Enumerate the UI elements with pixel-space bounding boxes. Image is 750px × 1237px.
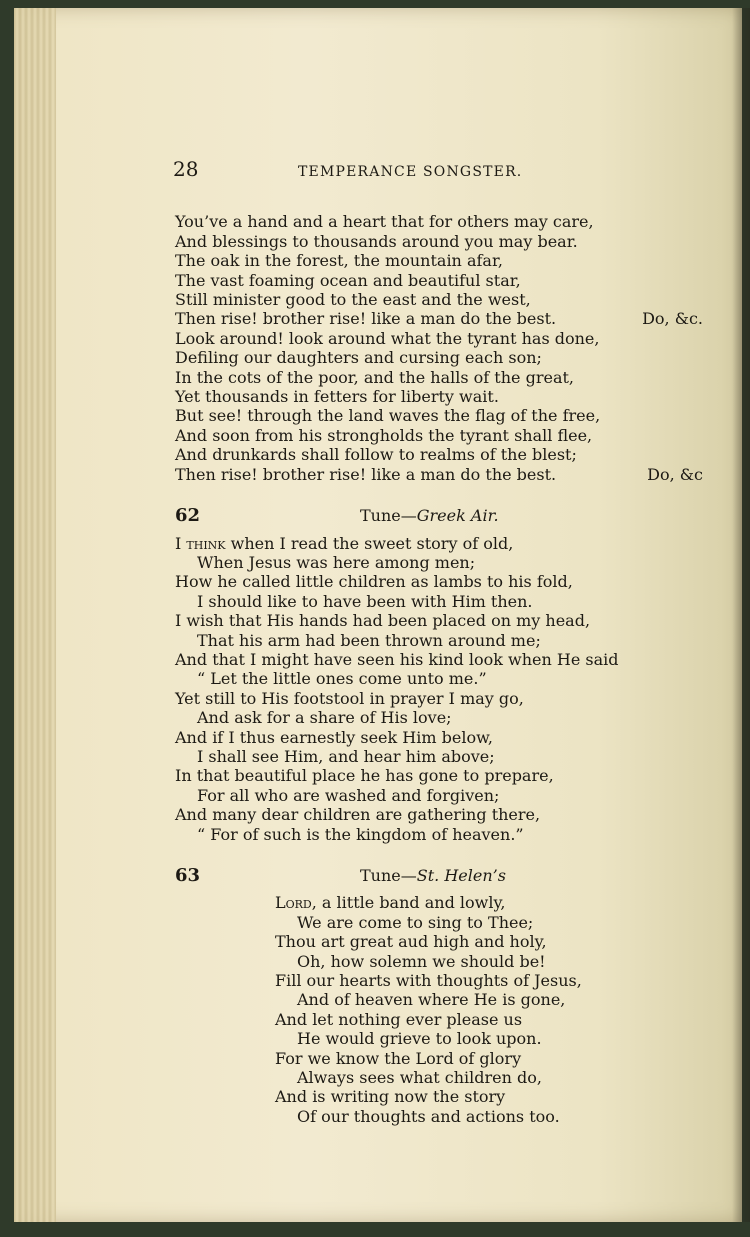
song-number: 62 (175, 505, 201, 527)
verse-line: And if I thus earnestly seek Him below, (175, 727, 493, 747)
first-word: Lord (275, 893, 312, 913)
verse-line: Then rise! brother rise! like a man do the best. Do, &c. (175, 309, 703, 329)
refrain-marker: Do, &c. (642, 309, 703, 329)
verse-line: For all who are washed and forgiven; (197, 785, 500, 805)
verse-line: Fill our hearts with thoughts of Jesus, (275, 971, 582, 991)
tune-label: Tune—St. Helen’s (360, 866, 506, 885)
verse-line: Then rise! brother rise! like a man do the best. Do, &c (175, 464, 703, 484)
verse-line: And soon from his strongholds the tyrant shall flee, (175, 425, 593, 445)
verse-line: The vast foaming ocean and beautiful star, (175, 270, 521, 290)
verse-line: “ Let the little ones come unto me.” (197, 669, 487, 689)
tune-name: St. Helen’s (416, 866, 506, 885)
tune-name: Greek Air. (416, 506, 499, 526)
song-number: 63 (175, 865, 201, 886)
verse-line: When Jesus was here among men; (197, 552, 476, 572)
verse-line: Yet thousands in fetters for liberty wait. (175, 387, 499, 407)
verse-line: Yet still to His footstool in prayer I may go, (175, 688, 524, 708)
verse-line: And of heaven where He is gone, (297, 990, 566, 1010)
verse-line: In the cots of the poor, and the halls of the great, (175, 367, 574, 387)
verse-line: In that beautiful place he has gone to prepare, (175, 766, 554, 786)
gutter-shadow (732, 8, 750, 1222)
verse-line: And that I might have seen his kind look when He said (175, 649, 619, 669)
song-63-body (175, 893, 715, 1126)
verse-line: That his arm had been thrown around me; (197, 630, 541, 650)
song-62-body (175, 534, 715, 845)
verse-line: And let nothing ever please us (275, 1009, 523, 1029)
page-number: 28 (173, 157, 199, 181)
verse-line: Lord, a little band and lowly, (275, 893, 506, 913)
verse-line: The oak in the forest, the mountain afar, (175, 251, 503, 271)
verse-line: Look around! look around what the tyrant has done, (175, 328, 600, 348)
page-edges (14, 8, 56, 1222)
verse-line: I should like to have been with Him then. (197, 591, 533, 611)
verse-line: And many dear children are gathering there, (175, 805, 541, 825)
verse-line: How he called little children as lambs to his fold, (175, 572, 573, 592)
verse-line: For we know the Lord of glory (275, 1048, 522, 1068)
verse-line: You’ve a hand and a heart that for others may care, (175, 212, 594, 232)
page-text (173, 157, 715, 1126)
song-63-heading (175, 866, 715, 885)
verse-line: And blessings to thousands around you may bear. (175, 231, 578, 251)
verse-line: Thou art great aud high and holy, (275, 932, 547, 952)
verse-line: I shall see Him, and hear him above; (197, 746, 495, 766)
page-header (173, 157, 715, 182)
verse-line: Still minister good to the east and the west, (175, 290, 531, 310)
verse-line: Of our thoughts and actions too. (297, 1106, 560, 1126)
song-62-heading (175, 506, 715, 525)
stanza-top (175, 212, 715, 484)
verse-line: We are come to sing to Thee; (297, 912, 534, 932)
verse-line: And ask for a share of His love; (197, 708, 452, 728)
verse-line: I wish that His hands had been placed on my head, (175, 611, 591, 631)
refrain-marker: Do, &c (647, 464, 703, 484)
tune-label: Tune—Greek Air. (360, 506, 499, 526)
verse-line: Defiling our daughters and cursing each son; (175, 348, 542, 368)
verse-line: And is writing now the story (275, 1087, 506, 1107)
verse-line: He would grieve to look upon. (297, 1029, 542, 1049)
verse-line: Always sees what children do, (297, 1068, 542, 1088)
running-title: TEMPERANCE SONGSTER. (298, 164, 523, 180)
verse-line: I think when I read the sweet story of old, (175, 533, 514, 553)
verse-line: And drunkards shall follow to realms of the blest; (175, 445, 577, 465)
first-word: I think (175, 533, 226, 553)
verse-line: But see! through the land waves the flag of the free, (175, 406, 601, 426)
verse-line: Oh, how solemn we should be! (297, 951, 546, 971)
verse-line: “ For of such is the kingdom of heaven.” (197, 824, 524, 844)
